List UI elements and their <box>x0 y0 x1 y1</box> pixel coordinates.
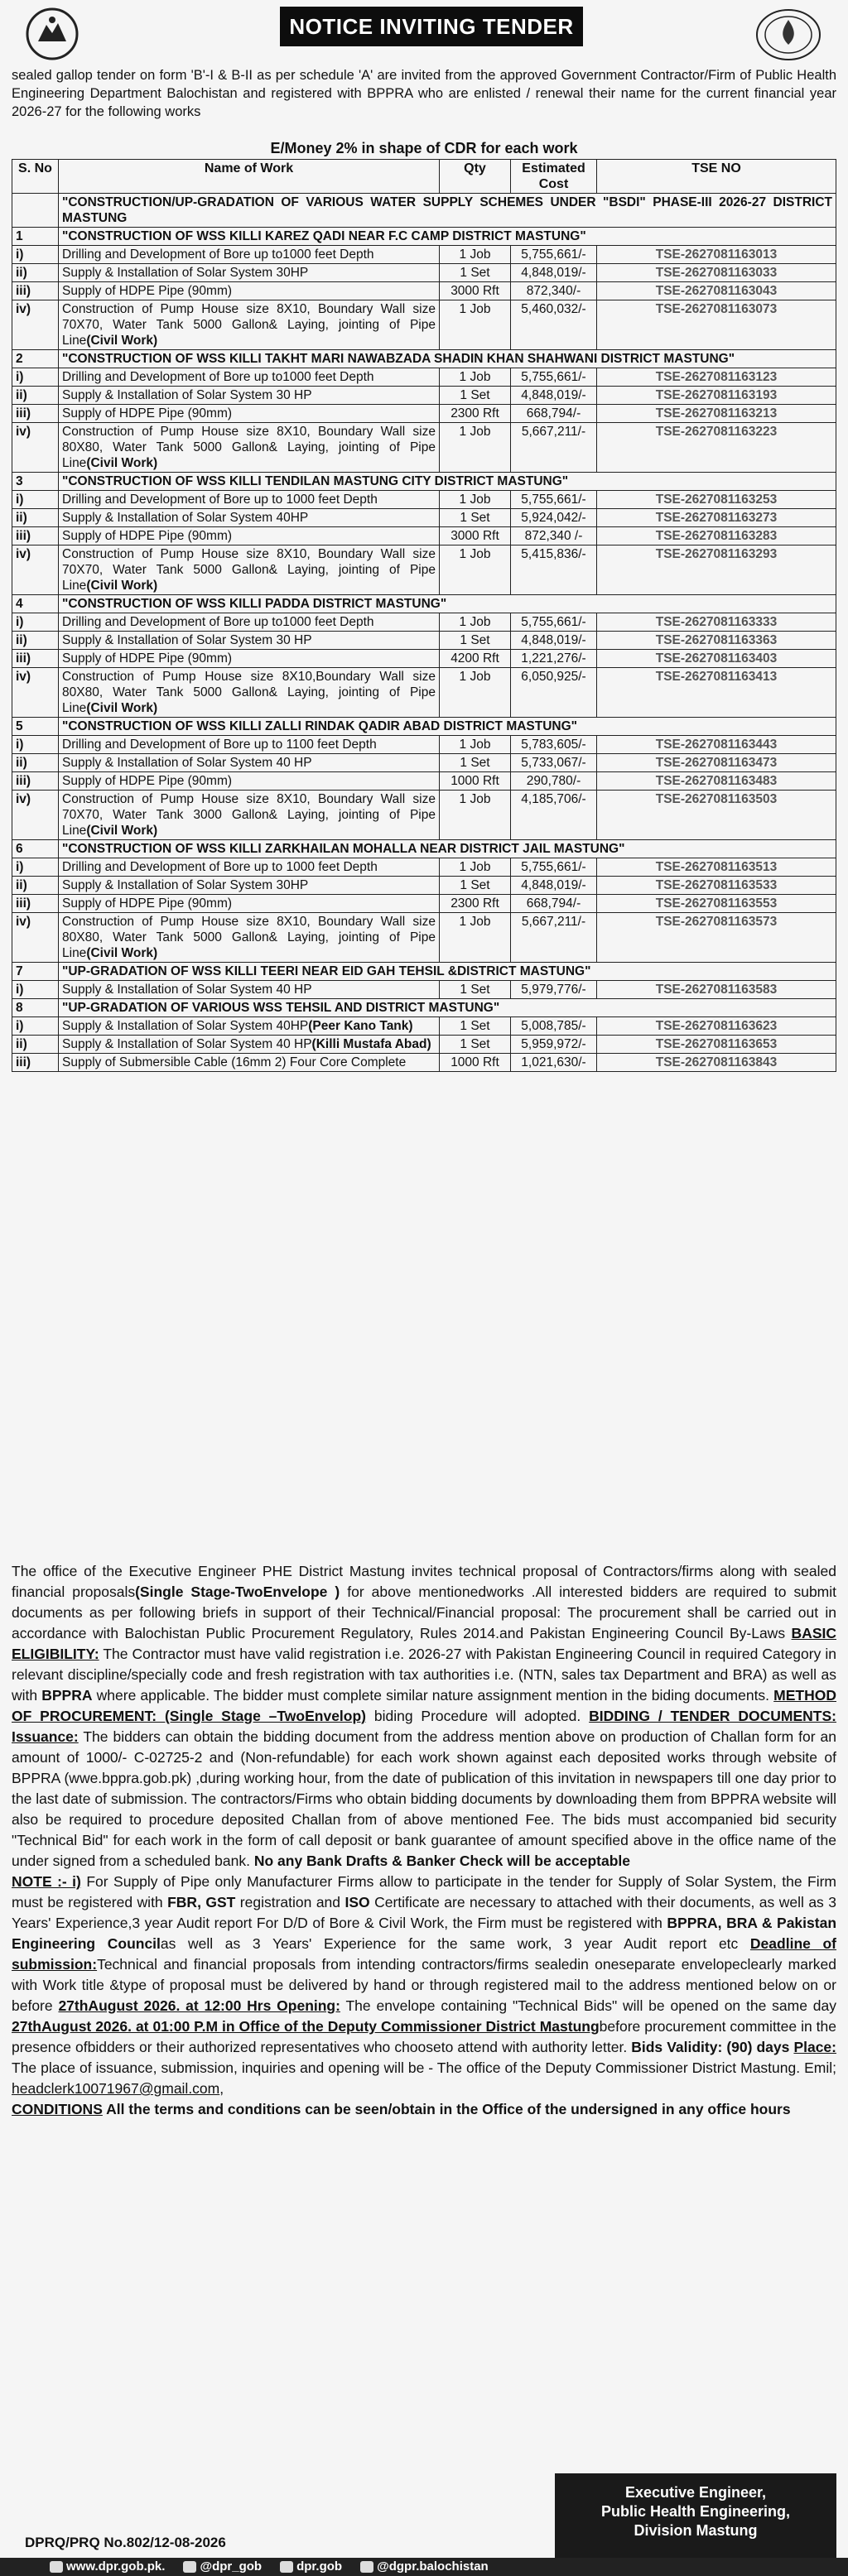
row-tse-number: TSE-2627081163623 <box>597 1017 836 1036</box>
table-row <box>12 858 836 877</box>
row-work-name-bold: (Civil Work) <box>86 946 158 960</box>
table-row <box>12 791 836 840</box>
footer-facebook-text: @dgpr.balochistan <box>377 2559 489 2574</box>
terms-text-part: as well as 3 Years' Experience for the same work, 3 year Audit report etc <box>160 1935 750 1952</box>
row-work-name <box>59 981 440 999</box>
row-qty: 1 Job <box>440 668 511 718</box>
row-work-name <box>59 877 440 895</box>
row-work-name-bold: (Civil Work) <box>86 334 158 348</box>
row-work-name-text: Drilling and Development of Bore up to1000 feet Depth <box>62 615 374 629</box>
table-row <box>12 895 836 913</box>
row-qty: 3000 Rft <box>440 282 511 300</box>
work-group-title: "CONSTRUCTION OF WSS KILLI PADDA DISTRICT MASTUNG" <box>59 595 836 613</box>
row-cost: 1,221,276/- <box>511 650 597 668</box>
intro-paragraph: sealed gallop tender on form 'B'-I & B-II as per schedule 'A' are invited from the approved Government Contractor/Firm of Public Health Engineering Department Balochistan and registered with BPPRA who are enlisted / renewal their name for the current financial year 2026-27 for the following works <box>12 68 836 119</box>
row-cost: 5,783,605/- <box>511 736 597 754</box>
row-work-name <box>59 264 440 282</box>
row-work-name-text: Supply of HDPE Pipe (90mm) <box>62 774 233 788</box>
table-row <box>12 527 836 545</box>
row-cost: 5,755,661/- <box>511 858 597 877</box>
work-group-row <box>12 595 836 613</box>
row-work-name-text: Supply & Installation of Solar System 40 HP <box>62 1037 312 1051</box>
terms-text-part: Technical and financial proposals from intending contractors/firms sealedin oneseparate envelopeclearly marked with Work title &type of proposal must be delivered by hand or through registered mail to the address mentioned below on or before <box>12 1956 836 2014</box>
row-qty: 1 Set <box>440 981 511 999</box>
table-row <box>12 491 836 509</box>
row-qty: 1 Job <box>440 913 511 963</box>
row-serial: iv) <box>12 423 59 473</box>
row-tse-number: TSE-2627081163513 <box>597 858 836 877</box>
signature-line: Executive Engineer, <box>624 2484 767 2501</box>
row-work-name <box>59 895 440 913</box>
terms-text-part: The office of the Executive Engineer PHE District Mastung invites technical proposal of Contractors/firms along with sealed financial proposals <box>12 1563 836 1600</box>
table-row <box>12 981 836 999</box>
row-work-name-text: Supply of HDPE Pipe (90mm) <box>62 284 233 298</box>
row-work-name <box>59 1054 440 1072</box>
signature-line: Division Mastung <box>634 2522 758 2539</box>
row-serial: ii) <box>12 509 59 527</box>
twitter-icon <box>183 2561 196 2573</box>
row-cost: 4,848,019/- <box>511 264 597 282</box>
conditions-text: All the terms and conditions can be seen/obtain in the Office of the undersigned in any office hours <box>102 2101 791 2117</box>
row-work-name <box>59 754 440 772</box>
row-work-name-text: Drilling and Development of Bore up to1000 feet Depth <box>62 248 374 262</box>
row-tse-number: TSE-2627081163413 <box>597 668 836 718</box>
opening-date: 27thAugust 2026. at 01:00 P.M in Office of the Deputy Commissioner District Mastung <box>12 2018 600 2035</box>
row-tse-number: TSE-2627081163363 <box>597 632 836 650</box>
row-serial: iii) <box>12 650 59 668</box>
table-row <box>12 1017 836 1036</box>
work-group-row <box>12 228 836 246</box>
row-serial: iv) <box>12 545 59 595</box>
work-group-number: 8 <box>12 999 59 1017</box>
footer-website-text: www.dpr.gob.pk. <box>66 2559 166 2574</box>
footer-website[interactable] <box>50 2558 165 2576</box>
row-cost: 5,755,661/- <box>511 491 597 509</box>
row-cost: 1,021,630/- <box>511 1054 597 1072</box>
row-work-name <box>59 300 440 350</box>
instagram-icon <box>280 2561 293 2573</box>
row-work-name <box>59 858 440 877</box>
work-group-row <box>12 718 836 736</box>
work-group-title: "UP-GRADATION OF VARIOUS WSS TEHSIL AND DISTRICT MASTUNG" <box>59 999 836 1017</box>
row-qty: 1 Job <box>440 858 511 877</box>
row-cost: 5,959,972/- <box>511 1036 597 1054</box>
row-work-name-text: Supply & Installation of Solar System 40 HP <box>62 983 312 997</box>
row-qty: 1 Job <box>440 300 511 350</box>
row-tse-number: TSE-2627081163583 <box>597 981 836 999</box>
footer-instagram[interactable] <box>280 2558 342 2576</box>
row-cost: 4,848,019/- <box>511 877 597 895</box>
col-header-sno: S. No <box>12 160 59 194</box>
row-serial: i) <box>12 981 59 999</box>
row-tse-number: TSE-2627081163843 <box>597 1054 836 1072</box>
row-qty: 1 Job <box>440 423 511 473</box>
row-cost: 5,415,836/- <box>511 545 597 595</box>
scheme-title-row <box>12 194 836 228</box>
row-serial: i) <box>12 368 59 387</box>
row-tse-number: TSE-2627081163073 <box>597 300 836 350</box>
row-serial: iii) <box>12 772 59 791</box>
row-work-name-bold: (Civil Work) <box>86 456 158 470</box>
row-qty: 1 Job <box>440 368 511 387</box>
globe-icon <box>50 2561 63 2573</box>
table-row <box>12 300 836 350</box>
row-qty: 1 Job <box>440 613 511 632</box>
work-group-number: 4 <box>12 595 59 613</box>
row-work-name-text: Supply & Installation of Solar System 30 HP <box>62 633 312 647</box>
row-qty: 1 Job <box>440 736 511 754</box>
terms-text-part: The envelope containing "Technical Bids" will be opened on the same day <box>340 1997 836 2014</box>
row-serial: iv) <box>12 913 59 963</box>
row-serial: i) <box>12 613 59 632</box>
emoney-note: E/Money 2% in shape of CDR for each work <box>270 140 578 156</box>
work-group-title: "CONSTRUCTION OF WSS KILLI TENDILAN MASTUNG CITY DISTRICT MASTUNG" <box>59 473 836 491</box>
row-qty: 1000 Rft <box>440 772 511 791</box>
table-row <box>12 545 836 595</box>
row-qty: 1 Set <box>440 387 511 405</box>
table-row <box>12 405 836 423</box>
basic-eligibility-heading: BASIC ELIGIBILITY: <box>12 1625 836 1662</box>
row-work-name-bold: (Civil Work) <box>86 701 158 715</box>
row-cost: 4,848,019/- <box>511 387 597 405</box>
table-row <box>12 668 836 718</box>
row-tse-number: TSE-2627081163333 <box>597 613 836 632</box>
works-table <box>12 159 836 1072</box>
row-work-name-bold: (Killi Mustafa Abad) <box>311 1037 431 1051</box>
signature-line: Public Health Engineering, <box>600 2503 791 2520</box>
row-work-name-text: Construction of Pump House size 8X10, Boundary Wall size 70X70, Water Tank 5000 Gallon& Laying, jointing of Pipe Line <box>62 302 436 348</box>
place-heading: Place: <box>793 2039 836 2055</box>
row-serial: iii) <box>12 282 59 300</box>
row-serial: ii) <box>12 754 59 772</box>
row-tse-number: TSE-2627081163573 <box>597 913 836 963</box>
row-work-name-text: Supply & Installation of Solar System 40 HP <box>62 756 312 770</box>
row-work-name-text: Supply of HDPE Pipe (90mm) <box>62 406 233 421</box>
work-group-title: "CONSTRUCTION OF WSS KILLI ZALLI RINDAK QADIR ABAD DISTRICT MASTUNG" <box>59 718 836 736</box>
dpr-number: DPRQ/PRQ No.802/12-08-2026 <box>25 2535 226 2550</box>
row-serial: ii) <box>12 387 59 405</box>
table-row <box>12 246 836 264</box>
row-tse-number: TSE-2627081163483 <box>597 772 836 791</box>
table-row <box>12 264 836 282</box>
note-heading: NOTE :- i) <box>12 1873 81 1890</box>
row-work-name-text: Drilling and Development of Bore up to 1000 feet Depth <box>62 493 378 507</box>
row-qty: 1 Set <box>440 264 511 282</box>
row-cost: 872,340 /- <box>511 527 597 545</box>
row-cost: 668,794/- <box>511 895 597 913</box>
row-work-name <box>59 650 440 668</box>
row-work-name <box>59 527 440 545</box>
table-row <box>12 1054 836 1072</box>
table-row <box>12 613 836 632</box>
col-header-name: Name of Work <box>59 160 440 194</box>
row-tse-number: TSE-2627081163213 <box>597 405 836 423</box>
row-serial: iv) <box>12 791 59 840</box>
row-tse-number: TSE-2627081163033 <box>597 264 836 282</box>
row-tse-number: TSE-2627081163123 <box>597 368 836 387</box>
row-tse-number: TSE-2627081163193 <box>597 387 836 405</box>
bidding-documents-heading: BIDDING / TENDER DOCUMENTS: Issuance: <box>12 1708 836 1745</box>
row-work-name-bold: (Civil Work) <box>86 579 158 593</box>
footer-twitter[interactable] <box>183 2558 262 2576</box>
row-qty: 1 Set <box>440 509 511 527</box>
footer-instagram-text: dpr.gob <box>296 2559 343 2574</box>
row-cost: 5,733,067/- <box>511 754 597 772</box>
row-cost: 872,340/- <box>511 282 597 300</box>
work-group-title: "CONSTRUCTION OF WSS KILLI KAREZ QADI NEAR F.C CAMP DISTRICT MASTUNG" <box>59 228 836 246</box>
work-group-number: 2 <box>12 350 59 368</box>
row-tse-number: TSE-2627081163553 <box>597 895 836 913</box>
terms-text-part: For Supply of Pipe only Manufacturer Firms allow to participate in the tender for Supply of Solar System, the Firm must be registered with <box>12 1873 836 1910</box>
row-serial: i) <box>12 246 59 264</box>
row-tse-number: TSE-2627081163283 <box>597 527 836 545</box>
row-serial: ii) <box>12 1036 59 1054</box>
row-qty: 1 Set <box>440 877 511 895</box>
work-group-number: 6 <box>12 840 59 858</box>
row-tse-number: TSE-2627081163503 <box>597 791 836 840</box>
row-cost: 5,008,785/- <box>511 1017 597 1036</box>
bids-validity: Bids Validity: (90) days <box>631 2039 790 2055</box>
row-work-name-text: Construction of Pump House size 8X10, Boundary Wall size 70X70, Water Tank 3000 Gallon& Laying, jointing of Pipe Line <box>62 792 436 838</box>
footer-facebook[interactable] <box>360 2558 489 2576</box>
row-cost: 5,667,211/- <box>511 913 597 963</box>
row-work-name-text: Drilling and Development of Bore up to1000 feet Depth <box>62 370 374 384</box>
row-qty: 1 Job <box>440 545 511 595</box>
terms-text-part: BPPRA, BRA & Pakistan Engineering Council <box>12 1915 837 1952</box>
col-header-cost: Estimated Cost <box>511 160 597 194</box>
row-tse-number: TSE-2627081163253 <box>597 491 836 509</box>
row-cost: 5,755,661/- <box>511 368 597 387</box>
row-tse-number: TSE-2627081163473 <box>597 754 836 772</box>
table-row <box>12 282 836 300</box>
row-serial: iii) <box>12 1054 59 1072</box>
row-work-name <box>59 423 440 473</box>
notice-header <box>12 0 836 73</box>
footer-twitter-text: @dpr_gob <box>200 2559 263 2574</box>
row-work-name-text: Drilling and Development of Bore up to 1000 feet Depth <box>62 860 378 874</box>
terms-text-part: Certificate are necessary to attached with their documents, as well as 3 Years' Experience,3 year Audit report For D/D of Bore & Civil Work, the Firm must be registered with <box>12 1894 836 1931</box>
facebook-icon <box>360 2561 373 2573</box>
row-qty: 1 Job <box>440 491 511 509</box>
row-work-name-bold: (Civil Work) <box>86 824 158 838</box>
row-cost: 5,755,661/- <box>511 246 597 264</box>
work-group-number: 7 <box>12 963 59 981</box>
row-cost: 668,794/- <box>511 405 597 423</box>
work-group-row <box>12 999 836 1017</box>
row-cost: 5,460,032/- <box>511 300 597 350</box>
row-serial: iii) <box>12 405 59 423</box>
row-work-name-bold: (Peer Kano Tank) <box>308 1019 413 1033</box>
row-work-name-text: Supply & Installation of Solar System 40HP <box>62 1019 309 1033</box>
row-tse-number: TSE-2627081163043 <box>597 282 836 300</box>
work-group-number: 3 <box>12 473 59 491</box>
row-work-name <box>59 613 440 632</box>
row-serial: iv) <box>12 300 59 350</box>
row-work-name-text: Supply & Installation of Solar System 40HP <box>62 511 309 525</box>
conditions-heading: CONDITIONS <box>12 2101 103 2117</box>
public-health-engineering-logo-icon <box>754 7 823 63</box>
row-work-name-text: Supply of HDPE Pipe (90mm) <box>62 651 233 666</box>
row-cost: 5,667,211/- <box>511 423 597 473</box>
row-work-name <box>59 387 440 405</box>
row-tse-number: TSE-2627081163293 <box>597 545 836 595</box>
work-group-row <box>12 473 836 491</box>
row-cost: 290,780/- <box>511 772 597 791</box>
row-work-name <box>59 632 440 650</box>
row-serial: iii) <box>12 895 59 913</box>
row-work-name-text: Supply & Installation of Solar System 30HP <box>62 878 309 892</box>
table-row <box>12 736 836 754</box>
row-work-name-text: Construction of Pump House size 8X10, Boundary Wall size 80X80, Water Tank 5000 Gallon& Laying, jointing of Pipe Line <box>62 425 436 470</box>
row-serial: ii) <box>12 632 59 650</box>
row-work-name-text: Construction of Pump House size 8X10, Boundary Wall size 70X70, Water Tank 5000 Gallon& Laying, jointing of Pipe Line <box>62 547 436 593</box>
terms-text-part: The Contractor must have valid registration i.e. 2026-27 with Pakistan Engineering Council in required Category in relevant discipline/specially code and fresh registration with tax authorities i.e. (NTN, sales tax Department and BRA) as well as with <box>12 1646 836 1704</box>
row-serial: i) <box>12 1017 59 1036</box>
row-work-name <box>59 1017 440 1036</box>
terms-text-part: for above mentionedworks .All interested bidders are required to submit documents as per following briefs in support of their Technical/Financial proposal: The procurement shall be carried out in accordance with Balochistan Public Procurement Regulatory, Rules 2014.and Pakistan Engineering Council By-Laws <box>12 1584 836 1641</box>
row-work-name <box>59 368 440 387</box>
row-tse-number: TSE-2627081163013 <box>597 246 836 264</box>
work-group-row <box>12 840 836 858</box>
table-row <box>12 632 836 650</box>
row-work-name-text: Supply of HDPE Pipe (90mm) <box>62 529 233 543</box>
work-group-row <box>12 350 836 368</box>
table-row <box>12 368 836 387</box>
row-work-name <box>59 1036 440 1054</box>
row-serial: i) <box>12 736 59 754</box>
row-qty: 2300 Rft <box>440 895 511 913</box>
table-row <box>12 754 836 772</box>
terms-text-part: The place of issuance, submission, inquiries and opening will be - The office of the Deputy Commissioner District Mastung. Emil; <box>12 2059 836 2076</box>
row-work-name <box>59 282 440 300</box>
terms-text-part: BPPRA <box>41 1687 93 1704</box>
row-serial: i) <box>12 858 59 877</box>
row-qty: 1000 Rft <box>440 1054 511 1072</box>
terms-text <box>12 1561 836 2120</box>
work-group-row <box>12 963 836 981</box>
table-header-row <box>12 160 836 194</box>
row-tse-number: TSE-2627081163403 <box>597 650 836 668</box>
row-serial: iv) <box>12 668 59 718</box>
row-cost: 5,979,776/- <box>511 981 597 999</box>
col-header-tse: TSE NO <box>597 160 836 194</box>
row-work-name-text: Supply of Submersible Cable (16mm 2) Four Core Complete <box>62 1055 407 1069</box>
email-link[interactable]: headclerk10071967@gmail.com <box>12 2080 220 2097</box>
table-row <box>12 423 836 473</box>
row-work-name-text: Supply & Installation of Solar System 30HP <box>62 266 309 280</box>
table-row <box>12 772 836 791</box>
terms-text-part: (Single Stage-TwoEnvelope ) <box>135 1584 340 1600</box>
terms-text-part: FBR, GST <box>167 1894 236 1910</box>
row-serial: i) <box>12 491 59 509</box>
table-row <box>12 913 836 963</box>
row-work-name <box>59 736 440 754</box>
row-work-name <box>59 772 440 791</box>
row-qty: 1 Set <box>440 632 511 650</box>
table-row <box>12 387 836 405</box>
work-group-title: "CONSTRUCTION OF WSS KILLI ZARKHAILAN MOHALLA NEAR DISTRICT JAIL MASTUNG" <box>59 840 836 858</box>
row-work-name <box>59 509 440 527</box>
terms-text-part: , <box>219 2080 224 2097</box>
page-title: NOTICE INVITING TENDER <box>280 7 583 46</box>
table-row <box>12 650 836 668</box>
row-tse-number: TSE-2627081163223 <box>597 423 836 473</box>
row-work-name-text: Supply of HDPE Pipe (90mm) <box>62 896 233 911</box>
row-qty: 1 Set <box>440 1017 511 1036</box>
table-row <box>12 1036 836 1054</box>
row-work-name-text: Construction of Pump House size 8X10,Boundary Wall size 80X80, Water Tank 5000 Gallon& Laying, jointing of Pipe Line <box>62 670 436 715</box>
row-work-name <box>59 545 440 595</box>
row-qty: 3000 Rft <box>440 527 511 545</box>
col-header-qty: Qty <box>440 160 511 194</box>
method-of-procurement-heading: METHOD OF PROCUREMENT: (Single Stage –TwoEnvelop) <box>12 1687 836 1724</box>
scheme-title: "CONSTRUCTION/UP-GRADATION OF VARIOUS WATER SUPPLY SCHEMES UNDER "BSDI" PHASE-III 2026-27 DISTRICT MASTUNG <box>59 194 836 228</box>
terms-text-part: registration and <box>235 1894 345 1910</box>
terms-text-part: before procurement committee in the presence ofbidders or their authorized representatives who chooseto attend with authority letter. <box>12 2018 836 2055</box>
row-qty: 4200 Rft <box>440 650 511 668</box>
row-work-name-text: Drilling and Development of Bore up to 1100 feet Depth <box>62 738 377 752</box>
row-tse-number: TSE-2627081163533 <box>597 877 836 895</box>
work-group-title: "CONSTRUCTION OF WSS KILLI TAKHT MARI NAWABZADA SHADIN KHAN SHAHWANI DISTRICT MASTUNG" <box>59 350 836 368</box>
row-cost: 4,848,019/- <box>511 632 597 650</box>
row-work-name-text: Construction of Pump House size 8X10, Boundary Wall size 80X80, Water Tank 5000 Gallon& Laying, jointing of Pipe Line <box>62 915 436 960</box>
row-serial: ii) <box>12 264 59 282</box>
row-serial: ii) <box>12 877 59 895</box>
row-work-name <box>59 491 440 509</box>
row-tse-number: TSE-2627081163443 <box>597 736 836 754</box>
work-group-number: 5 <box>12 718 59 736</box>
row-work-name <box>59 405 440 423</box>
row-qty: 2300 Rft <box>440 405 511 423</box>
work-group-title: "UP-GRADATION OF WSS KILLI TEERI NEAR EID GAH TEHSIL &DISTRICT MASTUNG" <box>59 963 836 981</box>
row-cost: 6,050,925/- <box>511 668 597 718</box>
terms-text-part: ISO <box>344 1894 370 1910</box>
work-group-number: 1 <box>12 228 59 246</box>
no-drafts-note: No any Bank Drafts & Banker Check will be acceptable <box>253 1853 631 1869</box>
signature-block <box>555 2473 836 2564</box>
terms-text-part: biding Procedure will adopted. <box>366 1708 590 1724</box>
row-work-name <box>59 668 440 718</box>
row-work-name <box>59 913 440 963</box>
row-cost: 5,755,661/- <box>511 613 597 632</box>
row-serial: iii) <box>12 527 59 545</box>
table-row <box>12 877 836 895</box>
terms-text-part: where applicable. The bidder must complete similar nature assignment mention in the biding documents. <box>92 1687 774 1704</box>
row-qty: 1 Job <box>440 791 511 840</box>
row-work-name <box>59 791 440 840</box>
row-cost: 4,185,706/- <box>511 791 597 840</box>
terms-text-part: The bidders can obtain the bidding document from the address mention above on production of Challan form for an amount of 1000/- C-02725-2 and (Non-refundable) for each work shown against each deposited works through website of BPPRA (wwe.bppra.gob.pk) ,during working hour, from the date of publication of this invitation in newspapers till one day prior to the last date of submission. The contractors/Firms who obtain bidding documents by downloading them from BPPRA website will also be required to procedure deposited Challan from of above mentioned Fee. The bids must accompanied bid security "Technical Bid" for each work in the form of call deposit or bank guarantee of amount specified above in the office name of the under signed from a scheduled bank. <box>12 1728 836 1869</box>
row-qty: 1 Job <box>440 246 511 264</box>
submission-date: 27thAugust 2026. at 12:00 Hrs Opening: <box>58 1997 340 2014</box>
row-work-name <box>59 246 440 264</box>
government-logo-icon <box>23 5 81 63</box>
row-qty: 1 Set <box>440 1036 511 1054</box>
row-cost: 5,924,042/- <box>511 509 597 527</box>
row-work-name-text: Supply & Installation of Solar System 30 HP <box>62 388 312 402</box>
footer-bar <box>0 2558 848 2576</box>
row-tse-number: TSE-2627081163653 <box>597 1036 836 1054</box>
row-qty: 1 Set <box>440 754 511 772</box>
row-tse-number: TSE-2627081163273 <box>597 509 836 527</box>
deadline-heading: Deadline of submission: <box>12 1935 837 1973</box>
table-row <box>12 509 836 527</box>
